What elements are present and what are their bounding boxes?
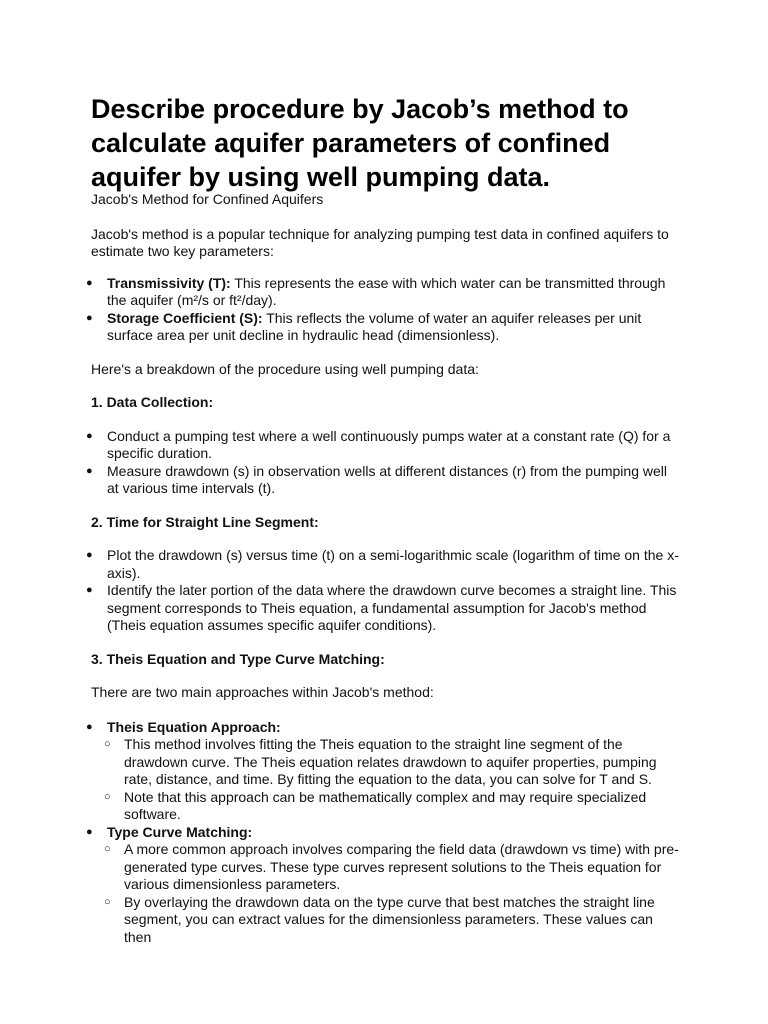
circle-bullet-icon: ○ (104, 790, 111, 803)
list-item (86, 582, 682, 635)
intro-paragraph: Jacob's method is a popular technique for analyzing pumping test data in confined aquifers to estimate two key parameters: (91, 225, 669, 259)
bullet-icon: ● (86, 464, 93, 477)
sub-list (104, 736, 682, 824)
list-item (86, 823, 682, 947)
straight-line-list (0, 547, 768, 635)
parameter-text: This reflects the volume of water an aquifer releases per unit surface area per unit decline in hydraulic head (dimensionless). (107, 309, 642, 343)
circle-bullet-icon: ○ (104, 738, 111, 750)
list-item (86, 547, 682, 582)
parameter-label: Storage Coefficient (S): (107, 309, 263, 326)
page-title: Describe procedure by Jacob’s method to calculate aquifer parameters of confined aquifer by using well pumping data. (91, 94, 629, 192)
approaches-list (0, 719, 768, 947)
data-collection-list (0, 428, 768, 498)
bullet-icon: ● (86, 584, 93, 596)
parameter-text: This represents the ease with which water can be transmitted through the aquifer (m²/s or ft²/day). (107, 274, 666, 308)
approach-label: Type Curve Matching: (107, 823, 253, 840)
circle-bullet-icon: ○ (104, 843, 111, 855)
bullet-icon: ● (86, 825, 93, 838)
parameter-label: Transmissivity (T): (107, 274, 231, 291)
list-item-text: Plot the drawdown (s) versus time (t) on a semi-logarithmic scale (logarithm of time on the x-axis). (107, 547, 679, 581)
list-item-text: Conduct a pumping test where a well continuously pumps water at a constant rate (Q) for a specific duration. (107, 427, 671, 461)
sub-list-item-text: A more common approach involves comparing the field data (drawdown vs time) with pre-generated type curves. These type curves represent solutions to the Theis equation for various dimensionless parameters. (124, 841, 679, 892)
list-item (86, 274, 682, 310)
sub-list-item-text: This method involves fitting the Theis equation to the straight line segment of the drawdown curve. The Theis equation relates drawdown to aquifer properties, pumping rate, distance, and time. By fitting the equation to the data, you can solve for T and S. (124, 736, 657, 787)
sub-list-item (104, 893, 682, 947)
sub-list-item (104, 736, 682, 789)
list-item (86, 462, 682, 498)
circle-bullet-icon: ○ (104, 895, 111, 908)
document-body (0, 191, 768, 962)
subtitle: Jacob's Method for Confined Aquifers (91, 191, 324, 207)
list-item (86, 427, 682, 463)
sub-list-item (104, 788, 682, 824)
breakdown-intro: Here's a breakdown of the procedure using well pumping data: (91, 360, 479, 377)
approach-label: Theis Equation Approach: (107, 718, 281, 735)
sub-list (104, 841, 682, 946)
list-item (86, 309, 682, 345)
list-item-text: Measure drawdown (s) in observation wells at different distances (r) from the pumping well at various time intervals (t). (107, 462, 667, 496)
approaches-intro: There are two main approaches within Jacob's method: (91, 684, 434, 700)
bullet-icon: ● (86, 720, 93, 733)
section-heading: 1. Data Collection: (91, 394, 214, 410)
bullet-icon: ● (86, 429, 93, 442)
sub-list-item-text: By overlaying the drawdown data on the type curve that best matches the straight line segment, you can extract values for the dimensionless parameters. These values can then (124, 893, 655, 945)
bullet-icon: ● (86, 549, 93, 561)
parameters-list (0, 275, 768, 345)
sub-list-item (104, 841, 682, 894)
sub-list-item-text: Note that this approach can be mathematically complex and may require specialized software. (124, 788, 647, 822)
list-item (86, 718, 682, 824)
list-item-text: Identify the later portion of the data where the drawdown curve becomes a straight line. This segment corresponds to Theis equation, a fundamental assumption for Jacob's method (Theis equation assumes specific aquifer conditions). (107, 582, 677, 633)
section-heading: 2. Time for Straight Line Segment: (91, 513, 319, 530)
bullet-icon: ● (86, 311, 93, 324)
bullet-icon: ● (86, 276, 93, 289)
section-heading: 3. Theis Equation and Type Curve Matching: (91, 650, 385, 667)
